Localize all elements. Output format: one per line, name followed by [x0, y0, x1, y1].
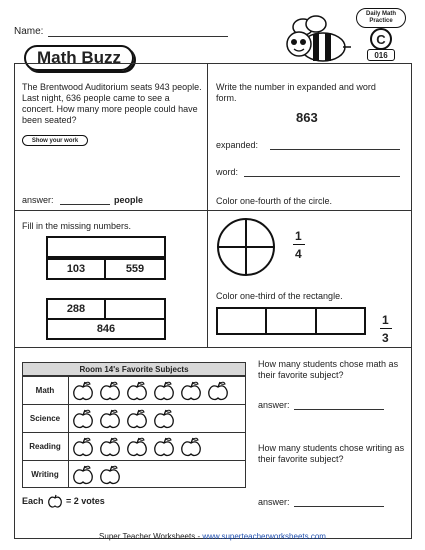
word-field[interactable]: [244, 176, 400, 177]
part-cell-c: 288: [46, 298, 106, 320]
apple-symbol: [101, 410, 119, 427]
row-label-math: Math: [35, 386, 55, 395]
badge-title: Daily Math Practice: [356, 8, 406, 28]
problem1-answer-label: answer:: [22, 195, 54, 205]
missing-part-cell[interactable]: [104, 298, 166, 320]
apple-icon: [47, 493, 63, 509]
footer-link[interactable]: www.superteacherworksheets.com: [202, 532, 326, 541]
key-suffix: = 2 votes: [66, 496, 105, 506]
circle-instruction: Color one-fourth of the circle.: [216, 196, 333, 206]
apple-symbol: [155, 382, 173, 399]
circle-fraction-numerator: 1: [295, 229, 302, 243]
total-cell: 846: [46, 318, 166, 340]
page-title: Math Buzz: [24, 45, 134, 71]
expanded-label: expanded:: [216, 140, 259, 150]
question-2: How many students chose writing as their favorite subject?: [258, 443, 405, 464]
footer: [0, 532, 425, 541]
rect-fraction-denominator: 3: [382, 331, 389, 345]
horizontal-divider-2: [14, 347, 412, 348]
badge-number: 016: [367, 49, 395, 61]
question-1: How many students chose math as their favorite subject?: [258, 359, 399, 380]
problem1-answer-field[interactable]: [60, 204, 110, 205]
part-cell-b: 559: [104, 258, 166, 280]
rectangle-instruction: Color one-third of the rectangle.: [216, 291, 343, 301]
circle-fraction-bar: [293, 244, 305, 245]
circle-fraction-denominator: 4: [295, 247, 302, 261]
row-label-science: Science: [29, 414, 61, 423]
question-2-answer-field[interactable]: [294, 506, 384, 507]
apple-symbol: [74, 410, 92, 427]
apple-symbol: [155, 410, 173, 427]
apple-symbol: [182, 382, 200, 399]
apple-symbol: [101, 466, 119, 483]
name-label: Name:: [14, 26, 44, 37]
apple-symbol: [74, 382, 92, 399]
pictograph-title: Room 14's Favorite Subjects: [22, 362, 246, 376]
apple-symbol: [101, 438, 119, 455]
rectangle-section-1[interactable]: [218, 309, 267, 333]
question-1-answer-field[interactable]: [294, 409, 384, 410]
word-label: word:: [216, 167, 239, 177]
key-prefix: Each: [22, 496, 44, 506]
name-field[interactable]: [48, 36, 228, 37]
apple-symbol: [182, 438, 200, 455]
problem1-text: The Brentwood Auditorium seats 943 people. Last night, 636 people came to see a concert. How many more people could have been seated?: [22, 82, 202, 125]
missing-total-cell[interactable]: [46, 236, 166, 258]
badge-letter: C: [370, 28, 392, 50]
rectangle-section-2[interactable]: [267, 309, 316, 333]
problem2-text: Write the number in expanded and word form.: [216, 82, 376, 103]
part-cell-a: 103: [46, 258, 106, 280]
apple-symbol: [155, 438, 173, 455]
question-1-answer-label: answer:: [258, 400, 290, 410]
footer-text: Super Teacher Worksheets -: [99, 532, 203, 541]
expanded-field[interactable]: [270, 149, 400, 150]
apple-grid: [72, 376, 246, 488]
bee-illustration: [283, 12, 353, 67]
apple-symbol: [74, 438, 92, 455]
problem3-text: Fill in the missing numbers.: [22, 221, 132, 231]
show-work-button[interactable]: Show your work: [22, 135, 88, 146]
fraction-rectangle[interactable]: [216, 307, 366, 335]
problem2-number: 863: [296, 110, 318, 125]
rect-fraction-bar: [380, 328, 392, 329]
apple-symbol: [101, 382, 119, 399]
row-label-reading: Reading: [29, 442, 61, 451]
rectangle-section-3[interactable]: [317, 309, 364, 333]
apple-symbol: [128, 410, 146, 427]
question-2-answer-label: answer:: [258, 497, 290, 507]
rect-fraction-numerator: 1: [382, 313, 389, 327]
vertical-divider: [207, 63, 208, 347]
fraction-circle[interactable]: [215, 216, 277, 278]
horizontal-divider-1: [14, 210, 412, 211]
apple-symbol: [128, 382, 146, 399]
apple-symbol: [209, 382, 227, 399]
apple-symbol: [74, 466, 92, 483]
problem1-answer-unit: people: [114, 195, 144, 205]
apple-symbol: [128, 438, 146, 455]
row-label-writing: Writing: [31, 470, 59, 479]
